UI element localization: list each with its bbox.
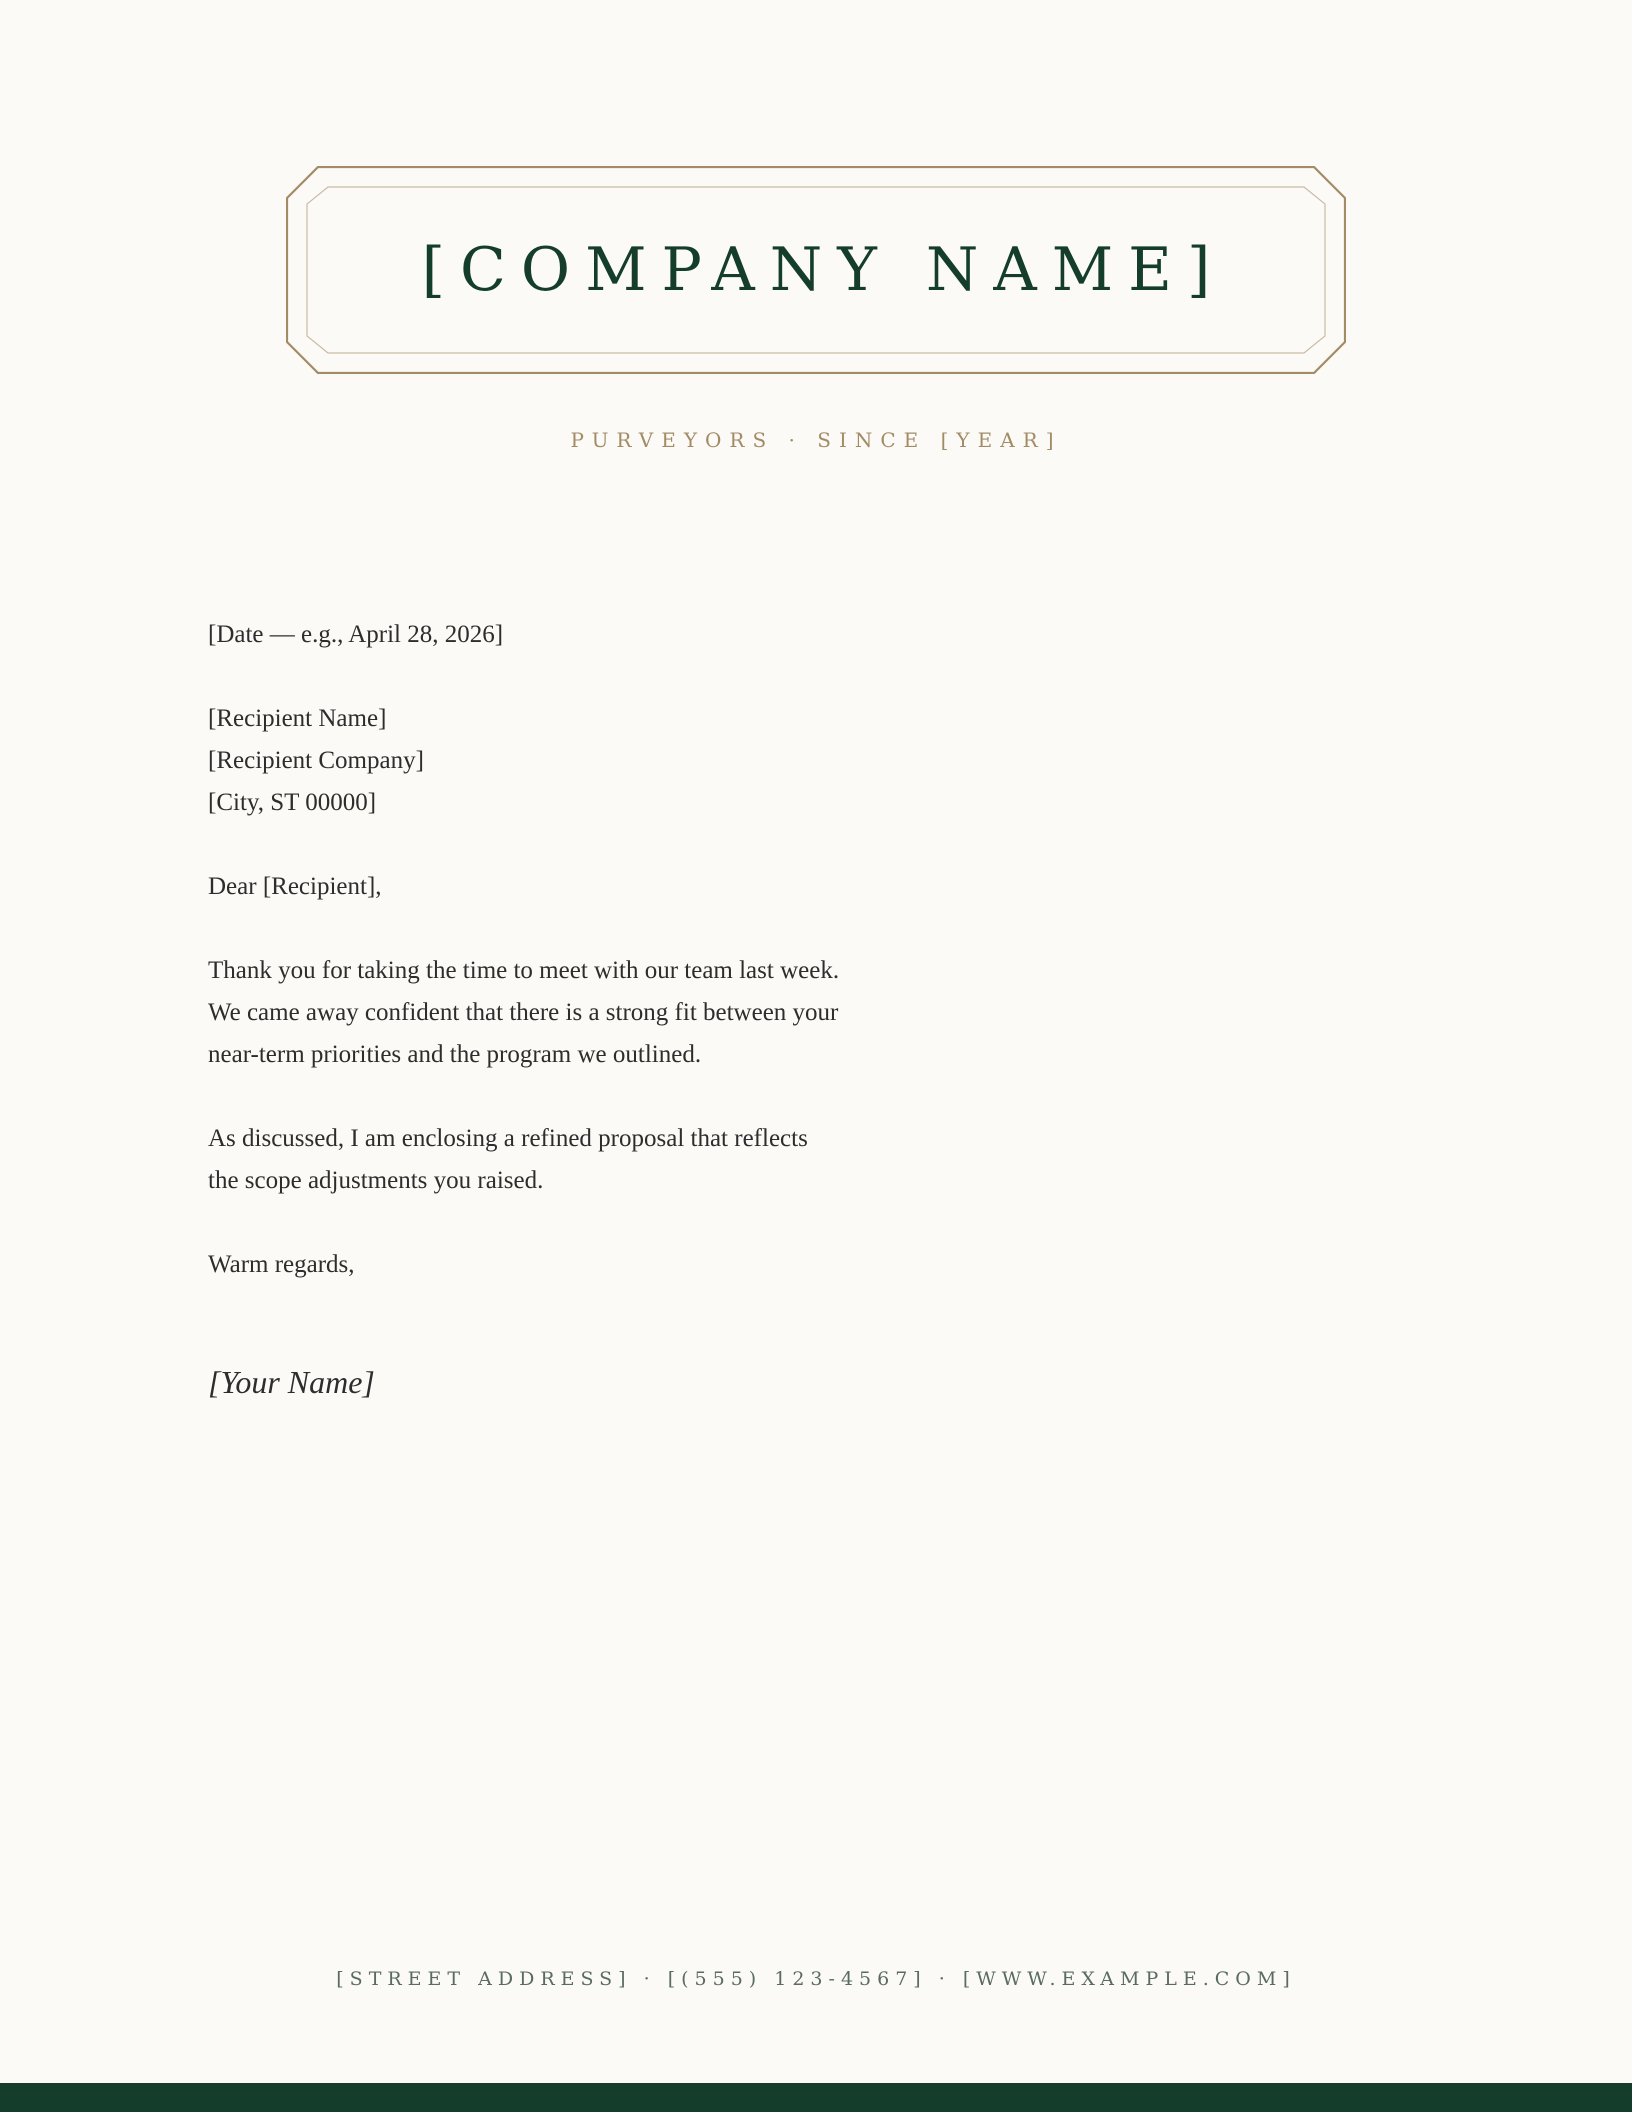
footer-contact: [STREET ADDRESS] · [(555) 123-4567] · [WWW.EXAMPLE.COM] <box>336 1968 1296 1990</box>
company-name: [COMPANY NAME] <box>421 235 1226 305</box>
recipient-company: [Recipient Company] <box>208 747 424 774</box>
recipient-block <box>208 698 1108 824</box>
letter-body <box>208 614 1108 1328</box>
paragraph-2-line: As discussed, I am enclosing a refined proposal that reflects <box>208 1125 808 1152</box>
tagline: PURVEYORS · SINCE [YEAR] <box>570 428 1062 452</box>
paragraph-1-line: We came away confident that there is a strong fit between your <box>208 999 839 1026</box>
signature: [Your Name] <box>208 1364 375 1400</box>
closing: Warm regards, <box>208 1251 355 1278</box>
letterhead-frame <box>286 166 1346 374</box>
paragraph-1 <box>208 950 1108 1076</box>
salutation: Dear [Recipient], <box>208 873 382 900</box>
paragraph-2 <box>208 1118 1108 1202</box>
recipient-city: [City, ST 00000] <box>208 789 377 816</box>
letter-date: [Date — e.g., April 28, 2026] <box>208 621 504 648</box>
paragraph-1-line: near-term priorities and the program we outlined. <box>208 1041 702 1068</box>
paragraph-2-line: the scope adjustments you raised. <box>208 1167 544 1194</box>
recipient-name: [Recipient Name] <box>208 705 387 732</box>
paragraph-1-line: Thank you for taking the time to meet with our team last week. <box>208 957 840 984</box>
footer-bar <box>0 2083 1632 2112</box>
